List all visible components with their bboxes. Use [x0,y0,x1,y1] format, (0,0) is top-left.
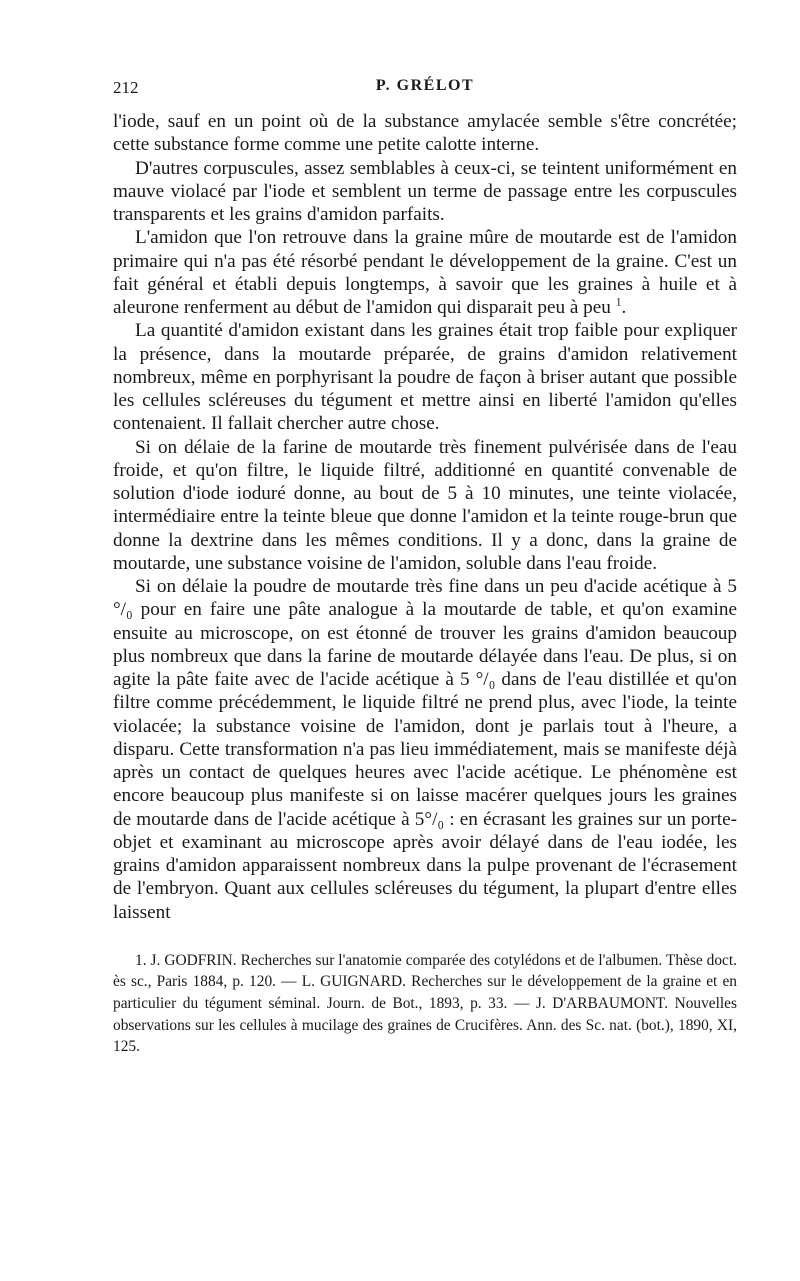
running-head [113,72,737,102]
footnote-reference: 1 [615,296,622,309]
paragraph-text: L'amidon que l'on retrouve dans la graine mûre de moutarde est de l'amidon primaire qui n'a pas été résorbé pendant le développement de la graine. C'est un fait général et établi depuis longtemps, à savoir que les graines à huile et à aleurone renferment au début de l'amidon qui disparait peu à peu [113,227,737,318]
paragraph: l'iode, sauf en un point où de la substance amylacée semble s'être concrétée; cette substance forme comme une petite calotte interne. [113,111,737,156]
footnotes [113,950,737,1058]
paragraph: La quantité d'amidon existant dans les graines était trop faible pour expliquer la présence, dans la moutarde préparée, de grains d'amidon relativement nombreux, même en porphyrisant la poudre de façon à briser autant que possible les cellules scléreuses du tégument et mettre ainsi en liberté l'amidon qu'elles contenaient. Il fallait chercher autre chose. [113,320,737,435]
sentence-end: . [621,297,627,318]
paragraph: Si on délaie la poudre de moutarde très fine dans un peu d'acide acétique à 5 °/₀ pour en faire une pâte analogue à la moutarde de table, et qu'on examine ensuite au microscope, on est étonné de trouver les grains d'amidon beaucoup plus nombreux que dans la farine de moutarde délayée dans l'eau. De plus, si on agite la pâte faite avec de l'acide acétique à 5 °/₀ dans de l'eau distillée et qu'on filtre comme précédemment, le liquide filtré ne prend plus, avec l'iode, la teinte violacée; la substance voisine de l'amidon, dont je parlais tout à l'heure, a disparu. Cette transformation n'a pas lieu immédiatement, mais se manifeste déjà après un contact de quelques heures avec l'acide acétique. Le phénomène est encore beaucoup plus manifeste si on laisse macérer quelques jours les graines de moutarde dans de l'acide acétique à 5°/₀ : en écrasant les graines sur un porte-objet et examinant au microscope après avoir délayé dans de l'eau iodée, les grains d'amidon apparaissent nombreux dans la pulpe provenant de l'écrasement de l'embryon. Quant aux cellules scléreuses du tégument, la plupart d'entre elles laissent [113,576,737,923]
footnote: 1. J. GODFRIN. Recherches sur l'anatomie comparée des cotylédons et de l'albumen. Thèse doct. ès sc., Paris 1884, p. 120. — L. GUIGNARD. Recherches sur le développement de la graine et en particulier du tégument séminal. Journ. de Bot., 1893, p. 33. — J. D'ARBAUMONT. Nouvelles observations sur les cellules à mucilage des graines de Crucifères. Ann. des Sc. nat. (bot.), 1890, XI, 125. [113,951,737,1056]
page [113,72,737,1058]
body-text [113,110,737,924]
page-number: 212 [113,78,139,97]
paragraph [113,226,737,319]
running-head-author: P. GRÉLOT [375,77,475,94]
paragraph: D'autres corpuscules, assez semblables à ceux-ci, se teintent uniformément en mauve violacé par l'iode et semblent un terme de passage entre les corpuscules transparents et les grains d'amidon parfaits. [113,157,737,225]
paragraph: Si on délaie de la farine de moutarde très finement pulvérisée dans de l'eau froide, et qu'on filtre, le liquide filtré, additionné en quantité convenable de solution d'iode ioduré donne, au bout de 5 à 10 minutes, une teinte violacée, intermédiaire entre la teinte bleue que donne l'amidon et la teinte rouge-brun que donne la dextrine dans les mêmes conditions. Il y a donc, dans la graine de moutarde, une substance voisine de l'amidon, soluble dans l'eau froide. [113,436,737,574]
